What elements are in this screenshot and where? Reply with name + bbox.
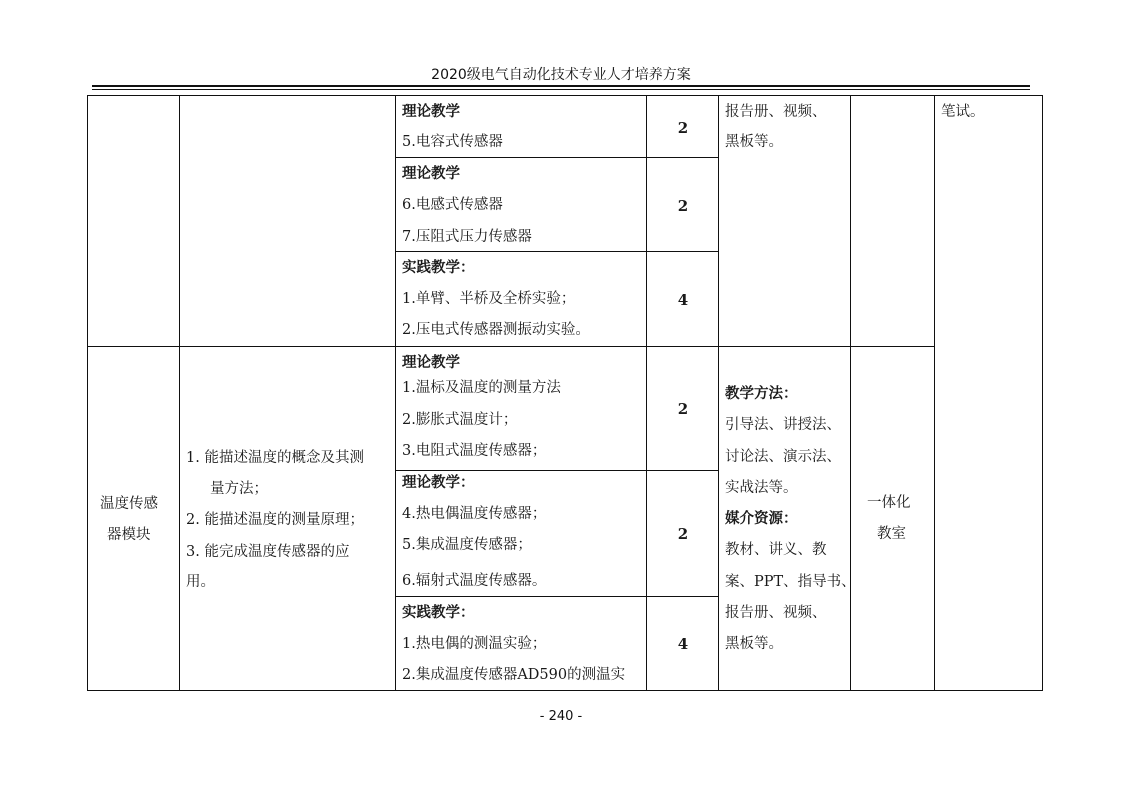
col-line-2 xyxy=(395,95,396,691)
row2-block1-item: 1.温标及温度的测量方法 xyxy=(402,380,561,396)
media-resources-line: 案、PPT、指导书、 xyxy=(725,574,856,590)
row2-block2-item: 4.热电偶温度传感器； xyxy=(402,506,547,522)
page-header-title: 2020级电气自动化技术专业人才培养方案 xyxy=(431,67,691,83)
objective-line: 1. 能描述温度的概念及其测 xyxy=(186,450,364,466)
teaching-methods-line: 引导法、讲授法、 xyxy=(725,417,841,433)
row2-block3-item: 2.集成温度传感器AD590的测温实 xyxy=(402,667,626,683)
row1-block2-item: 7.压阻式压力传感器 xyxy=(402,229,532,245)
row2-block2-item: 6.辐射式温度传感器。 xyxy=(402,573,547,589)
row2-block2-heading: 理论教学： xyxy=(402,474,475,491)
subrow-line-1 xyxy=(395,157,719,158)
teaching-methods-line: 实战法等。 xyxy=(725,480,798,496)
row1-block3-item: 2.压电式传感器测振动实验。 xyxy=(402,322,590,338)
subrow-line-2 xyxy=(395,251,719,252)
subrow-line-3 xyxy=(395,470,719,471)
row1-block2-heading: 理论教学 xyxy=(402,165,460,182)
row2-block2-item: 5.集成温度传感器； xyxy=(402,537,532,553)
teaching-methods-line: 讨论法、演示法、 xyxy=(725,449,841,465)
col-line-1 xyxy=(179,95,180,691)
row1-block1-item: 5.电容式传感器 xyxy=(402,134,503,150)
header-rule-thick xyxy=(92,85,1030,87)
module-name-line: 器模块 xyxy=(107,527,151,543)
objective-line: 用。 xyxy=(186,574,215,590)
table-border-left xyxy=(87,95,88,691)
objective-line: 2. 能描述温度的测量原理； xyxy=(186,512,364,528)
assessment-text: 笔试。 xyxy=(941,104,985,120)
objective-line: 量方法； xyxy=(210,481,268,497)
row2-block3-hours: 4 xyxy=(677,635,689,653)
col-line-5 xyxy=(850,95,851,691)
row2-block1-hours: 2 xyxy=(677,400,689,418)
row2-block2-hours: 2 xyxy=(677,525,689,543)
venue-line: 一体化 xyxy=(867,495,911,511)
objective-line: 3. 能完成温度传感器的应 xyxy=(186,544,350,560)
venue-line: 教室 xyxy=(877,526,906,542)
teaching-methods-heading: 教学方法： xyxy=(725,385,798,402)
row1-block3-heading: 实践教学： xyxy=(402,259,475,276)
row1-block1-heading: 理论教学 xyxy=(402,103,460,120)
row2-block1-item: 3.电阻式温度传感器； xyxy=(402,443,547,459)
row1-resources-line: 黑板等。 xyxy=(725,134,783,150)
col-line-3 xyxy=(646,95,647,691)
table-border-bottom xyxy=(87,690,1043,691)
table-border-top xyxy=(87,95,1043,96)
table-border-right xyxy=(1042,95,1043,691)
media-resources-line: 报告册、视频、 xyxy=(725,605,827,621)
media-resources-heading: 媒介资源： xyxy=(725,510,798,527)
row2-block1-item: 2.膨胀式温度计； xyxy=(402,412,518,428)
media-resources-line: 黑板等。 xyxy=(725,636,783,652)
col-line-6 xyxy=(934,95,935,691)
col-line-4 xyxy=(718,95,719,691)
row1-block3-hours: 4 xyxy=(677,291,689,309)
row1-block3-item: 1.单臂、半桥及全桥实验； xyxy=(402,291,576,307)
row-separator xyxy=(87,346,935,347)
row1-block2-item: 6.电感式传感器 xyxy=(402,197,503,213)
media-resources-line: 教材、讲义、教 xyxy=(725,542,827,558)
row1-resources-line: 报告册、视频、 xyxy=(725,104,827,120)
module-name-line: 温度传感 xyxy=(100,496,158,512)
row2-block3-heading: 实践教学： xyxy=(402,604,475,621)
row2-block1-heading: 理论教学 xyxy=(402,354,460,371)
page-number: - 240 - xyxy=(539,709,583,724)
subrow-line-4 xyxy=(395,596,719,597)
row2-block3-item: 1.热电偶的测温实验； xyxy=(402,636,547,652)
row1-block1-hours: 2 xyxy=(677,119,689,137)
header-rule-thin xyxy=(92,89,1030,90)
row1-block2-hours: 2 xyxy=(677,197,689,215)
